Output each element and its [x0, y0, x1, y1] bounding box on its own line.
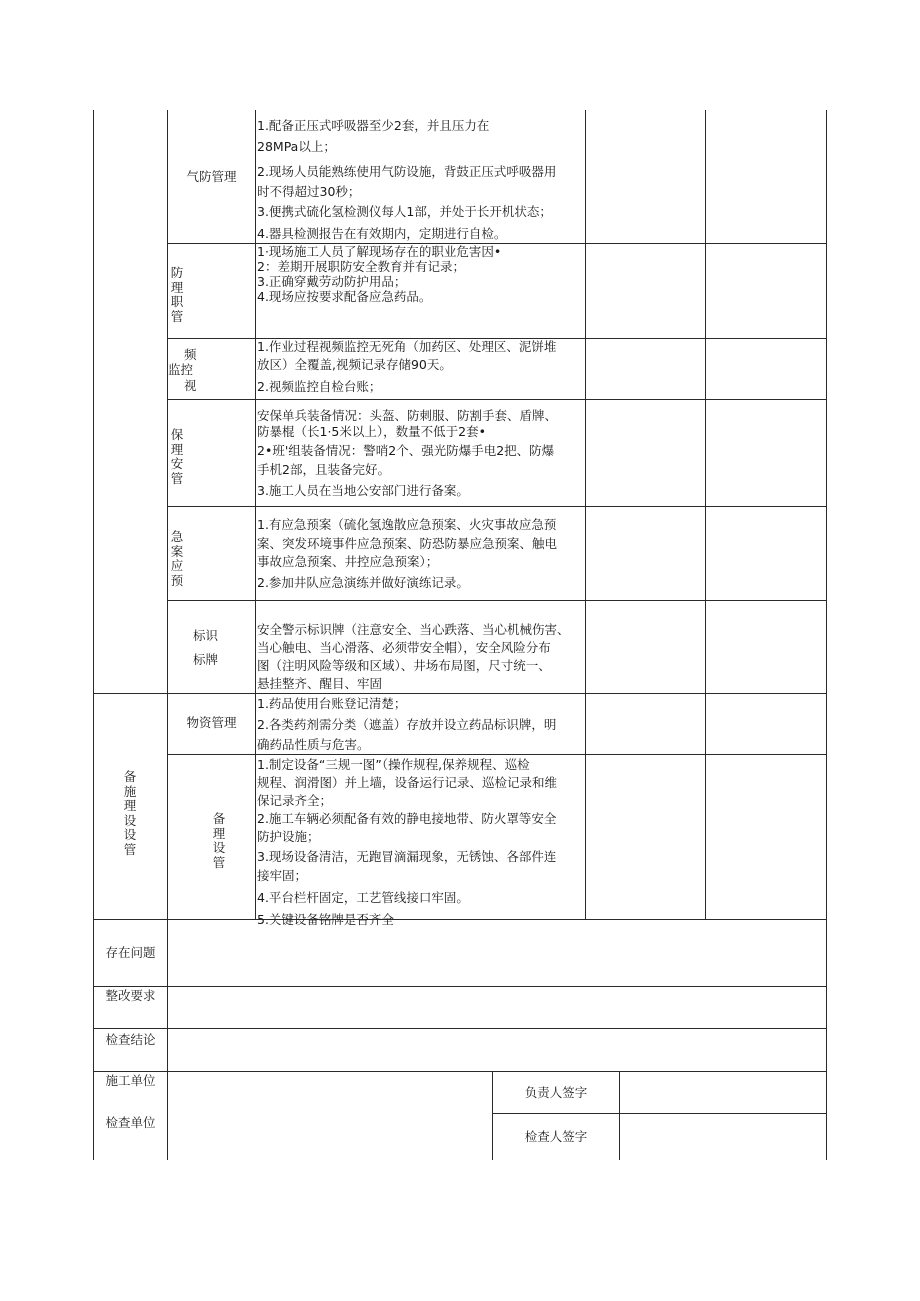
content-line: 4.器具检测报告在有效期内，定期进行自检。 [257, 226, 507, 241]
item-security-management: 保理安管 [170, 427, 184, 486]
rectify-label: 整改要求 [105, 988, 156, 1003]
item-video-monitor-top: 频 [184, 347, 197, 362]
responsible-sign-field[interactable] [620, 1072, 826, 1113]
content-line: 事故应急预案、井控应急预案）； [257, 554, 439, 569]
item-signage-line1: 标识 [193, 628, 219, 643]
content-line: 1.有应急预案（硫化氢逸散应急预案、火灾事故应急预 [257, 517, 557, 532]
group-equipment-facility: 备施理设设管 [123, 769, 137, 857]
content-line: 当心触电、当心滑落、必须带安全帽），安全风险分布 [257, 640, 551, 655]
item-material-management: 物资管理 [186, 715, 237, 730]
inspector-sign-field[interactable] [620, 1114, 826, 1160]
construction-unit-label: 施工单位 [105, 1073, 156, 1088]
grid-col-remark [705, 110, 706, 920]
content-line: 1·现场施工人员了解现场存在的职业危害因• [257, 244, 502, 259]
content-line: 4.现场应按要求配备应急药品。 [257, 289, 432, 304]
content-line: 1.配备正压式呼吸器至少2套，并且压力在 [257, 118, 490, 133]
grid-col-result [585, 110, 586, 920]
content-line: 悬挂整齐、醒目、牢固 [257, 676, 383, 691]
content-line: 3.现场设备清洁，无跑冒滴漏现象，无锈蚀、各部件连 [257, 849, 557, 864]
content-line: 防护设施； [257, 829, 320, 844]
grid-row-3 [167, 399, 827, 400]
content-line: 接牢固； [257, 868, 308, 883]
inspector-sign-label: 检查人签字 [524, 1129, 588, 1144]
item-equipment-management: 备理设管 [212, 811, 226, 870]
item-emergency-plan: 急案应预 [170, 529, 184, 588]
grid-row-5 [167, 600, 827, 601]
conclusion-field[interactable] [168, 1029, 826, 1071]
content-line: 2.参加井队应急演练并做好演练记录。 [257, 575, 469, 590]
conclusion-label: 检查结论 [105, 1032, 156, 1047]
content-line: 安全警示标识牌（注意安全、当心跌落、当心机械伤害、 [257, 622, 570, 637]
content-line: 手机2部，且装备完好。 [257, 462, 390, 477]
content-line: 2.施工车辆必须配备有效的静电接地带、防火罩等安全 [257, 811, 557, 826]
content-line: 安保单兵装备情况：头盔、防刺服、防割手套、盾牌、 [257, 408, 558, 423]
content-line: 1.药品使用台账登记清楚； [257, 696, 407, 711]
content-line: 2.各类药剂需分类（遮盖）存放并设立药品标识牌，明 [257, 717, 557, 732]
item-occupational-protection: 防理职管 [170, 265, 184, 324]
grid-row-4 [167, 506, 827, 507]
item-video-monitor-bot: 视 [184, 378, 197, 393]
content-line: 规程、润滑图）并上墙，设备运行记录、巡检记录和维 [257, 775, 558, 790]
inspection-unit-label: 检查单位 [105, 1115, 156, 1130]
content-line: 3.便携式硫化氢检测仪每人1部，并处于长开机状态； [257, 204, 552, 219]
content-line: 确药品性质与危害。 [257, 737, 370, 752]
content-line: 1.制定设备“三规一图”（操作规程,保养规程、巡检 [257, 757, 530, 772]
table-border-right [826, 110, 827, 1160]
rectify-field[interactable] [168, 987, 826, 1028]
content-line: 时不得超过30秒； [257, 184, 361, 199]
grid-row-6 [93, 693, 827, 694]
content-line: 案、突发环境事件应急预案、防恐防暴应急预案、触电 [257, 536, 558, 551]
content-line: 放区）全覆盖,视频记录存储90天。 [257, 357, 452, 372]
content-line: 3.施工人员在当地公安部门进行备案。 [257, 483, 469, 498]
construction-unit-field[interactable] [168, 1072, 492, 1160]
content-line: 3.正确穿戴劳动防护用品； [257, 274, 407, 289]
content-line: 保记录齐全； [257, 793, 333, 808]
item-video-monitor-mid: 监控 [168, 362, 194, 377]
problems-field[interactable] [168, 920, 826, 986]
content-line: 1.作业过程视频监控无死角（加药区、处理区、泥饼堆 [257, 339, 557, 354]
content-line: 4.平台栏杆固定，工艺管线接口牢固。 [257, 890, 469, 905]
content-line: 2•班'组装备情况：警哨2个、强光防爆手电2把、防爆 [257, 443, 555, 458]
content-line: 2.视频监控自检台账； [257, 379, 382, 394]
responsible-sign-label: 负责人签字 [524, 1085, 588, 1100]
problems-label: 存在问题 [105, 945, 156, 960]
content-line: 28MPa以上； [257, 139, 336, 154]
content-line: 图（注明风险等级和区域）、井场布局图，尺寸统一、 [257, 658, 551, 673]
content-line: 5.关键设备铭牌是否齐全 [257, 912, 394, 927]
item-signage-line2: 标牌 [193, 652, 219, 667]
content-line: 2.现场人员能熟练使用气防设施，背鼓正压式呼吸器用 [257, 164, 557, 179]
content-equipment-management [256, 755, 585, 927]
content-line: 2：差期开展职防安全教育并有记录； [257, 259, 465, 274]
content-line: 防暴棍（长1·5米以上），数量不低于2套• [257, 424, 486, 439]
item-gas-defense: 气防管理 [186, 169, 237, 184]
